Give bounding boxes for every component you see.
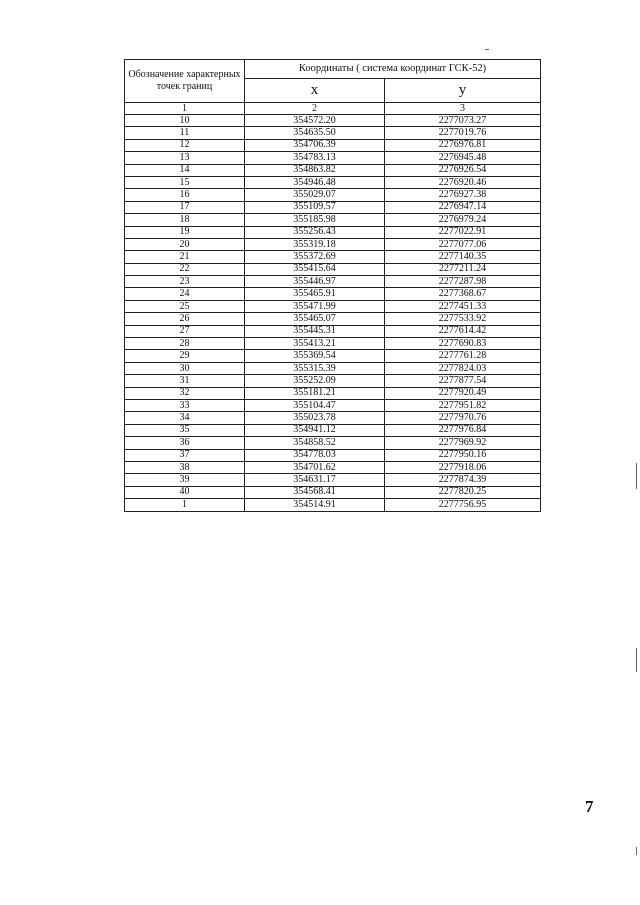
point-cell: 22 — [125, 263, 245, 275]
table-row — [125, 313, 541, 325]
point-cell: 18 — [125, 214, 245, 226]
point-cell: 39 — [125, 474, 245, 486]
table-row — [125, 300, 541, 312]
x-coordinate-cell: 355319.18 — [245, 238, 385, 250]
y-coordinate-cell: 2277211.24 — [385, 263, 541, 275]
y-coordinate-cell: 2276979.24 — [385, 214, 541, 226]
x-coordinate-cell: 355029.07 — [245, 189, 385, 201]
y-coordinate-cell: 2277874.39 — [385, 474, 541, 486]
y-coordinate-cell: 2277976.84 — [385, 424, 541, 436]
point-cell: 12 — [125, 139, 245, 151]
point-cell: 21 — [125, 251, 245, 263]
y-coordinate-cell: 2277918.06 — [385, 461, 541, 473]
y-coordinate-cell: 2277970.76 — [385, 412, 541, 424]
x-coordinate-cell: 354946.48 — [245, 176, 385, 188]
point-cell: 11 — [125, 127, 245, 139]
column-number: 2 — [245, 103, 385, 115]
table-row — [125, 189, 541, 201]
table-row — [125, 499, 541, 511]
table-row — [125, 263, 541, 275]
point-cell: 1 — [125, 499, 245, 511]
x-coordinate-cell: 355446.97 — [245, 276, 385, 288]
x-coordinate-cell: 355109.57 — [245, 201, 385, 213]
table-row — [125, 152, 541, 164]
point-cell: 35 — [125, 424, 245, 436]
column-number: 1 — [125, 103, 245, 115]
point-cell: 23 — [125, 276, 245, 288]
y-coordinate-cell: 2277077.06 — [385, 238, 541, 250]
y-coordinate-cell: 2276927.38 — [385, 189, 541, 201]
point-cell: 37 — [125, 449, 245, 461]
y-axis-header: y — [385, 79, 541, 103]
table-row — [125, 399, 541, 411]
x-coordinate-cell: 354514.91 — [245, 499, 385, 511]
y-coordinate-cell: 2276976.81 — [385, 139, 541, 151]
y-coordinate-cell: 2277877.54 — [385, 375, 541, 387]
x-coordinate-cell: 355023.78 — [245, 412, 385, 424]
x-coordinate-cell: 355465.91 — [245, 288, 385, 300]
x-coordinate-cell: 354631.17 — [245, 474, 385, 486]
x-coordinate-cell: 354858.52 — [245, 437, 385, 449]
x-coordinate-cell: 355256.43 — [245, 226, 385, 238]
table-row — [125, 139, 541, 151]
point-cell: 29 — [125, 350, 245, 362]
column-number: 3 — [385, 103, 541, 115]
x-coordinate-cell: 355181.21 — [245, 387, 385, 399]
table-row — [125, 387, 541, 399]
coordinate-system-header: Координаты ( система координат ГСК-52) — [245, 60, 541, 79]
scan-artifact — [485, 49, 489, 50]
point-cell: 26 — [125, 313, 245, 325]
y-coordinate-cell: 2277761.28 — [385, 350, 541, 362]
point-cell: 17 — [125, 201, 245, 213]
point-cell: 13 — [125, 152, 245, 164]
x-coordinate-cell: 355252.09 — [245, 375, 385, 387]
table-row — [125, 276, 541, 288]
scan-artifact — [636, 648, 637, 672]
y-coordinate-cell: 2277368.67 — [385, 288, 541, 300]
x-coordinate-cell: 354941.12 — [245, 424, 385, 436]
point-cell: 14 — [125, 164, 245, 176]
table-row — [125, 474, 541, 486]
x-coordinate-cell: 355413.21 — [245, 338, 385, 350]
y-coordinate-cell: 2277820.25 — [385, 486, 541, 498]
table-row — [125, 251, 541, 263]
y-coordinate-cell: 2277287.98 — [385, 276, 541, 288]
point-cell: 27 — [125, 325, 245, 337]
table-row — [125, 437, 541, 449]
table-row — [125, 412, 541, 424]
point-cell: 16 — [125, 189, 245, 201]
y-coordinate-cell: 2277920.49 — [385, 387, 541, 399]
point-cell: 28 — [125, 338, 245, 350]
point-cell: 40 — [125, 486, 245, 498]
table-row — [125, 226, 541, 238]
point-cell: 31 — [125, 375, 245, 387]
x-coordinate-cell: 354635.50 — [245, 127, 385, 139]
y-coordinate-cell: 2277690.83 — [385, 338, 541, 350]
table-row — [125, 238, 541, 250]
table-row — [125, 362, 541, 374]
point-cell: 19 — [125, 226, 245, 238]
y-coordinate-cell: 2277950.16 — [385, 449, 541, 461]
point-cell: 20 — [125, 238, 245, 250]
table-row — [125, 201, 541, 213]
point-cell: 30 — [125, 362, 245, 374]
y-coordinate-cell: 2277969.92 — [385, 437, 541, 449]
point-cell: 38 — [125, 461, 245, 473]
page-number: 7 — [585, 797, 594, 816]
y-coordinate-cell: 2277073.27 — [385, 115, 541, 127]
x-coordinate-cell: 355185.98 — [245, 214, 385, 226]
x-coordinate-cell: 355369.54 — [245, 350, 385, 362]
point-cell: 24 — [125, 288, 245, 300]
table-row — [125, 461, 541, 473]
x-coordinate-cell: 355465.07 — [245, 313, 385, 325]
x-coordinate-cell: 355315.39 — [245, 362, 385, 374]
table-row — [125, 288, 541, 300]
table-row — [125, 424, 541, 436]
x-coordinate-cell: 354572.20 — [245, 115, 385, 127]
y-coordinate-cell: 2276945.48 — [385, 152, 541, 164]
y-coordinate-cell: 2277756.95 — [385, 499, 541, 511]
column-number-row — [125, 103, 541, 115]
x-coordinate-cell: 355415.64 — [245, 263, 385, 275]
x-coordinate-cell: 355372.69 — [245, 251, 385, 263]
table-row — [125, 115, 541, 127]
table-row — [125, 338, 541, 350]
x-coordinate-cell: 355104.47 — [245, 399, 385, 411]
point-cell: 36 — [125, 437, 245, 449]
x-coordinate-cell: 354783.13 — [245, 152, 385, 164]
scan-artifact — [636, 847, 637, 855]
table-body — [125, 115, 541, 512]
x-coordinate-cell: 354568.41 — [245, 486, 385, 498]
table-row — [125, 325, 541, 337]
y-coordinate-cell: 2277824.03 — [385, 362, 541, 374]
y-coordinate-cell: 2276920.46 — [385, 176, 541, 188]
table-row — [125, 127, 541, 139]
table-row — [125, 164, 541, 176]
designation-header: Обозначение характерных точек границ — [125, 60, 245, 103]
x-coordinate-cell: 354701.62 — [245, 461, 385, 473]
table-row — [125, 350, 541, 362]
x-axis-header: x — [245, 79, 385, 103]
y-coordinate-cell: 2276926.54 — [385, 164, 541, 176]
x-coordinate-cell: 354863.82 — [245, 164, 385, 176]
table-row — [125, 375, 541, 387]
point-cell: 15 — [125, 176, 245, 188]
y-coordinate-cell: 2277533.92 — [385, 313, 541, 325]
point-cell: 10 — [125, 115, 245, 127]
x-coordinate-cell: 355471.99 — [245, 300, 385, 312]
table-row — [125, 214, 541, 226]
point-cell: 32 — [125, 387, 245, 399]
y-coordinate-cell: 2277951.82 — [385, 399, 541, 411]
point-cell: 34 — [125, 412, 245, 424]
x-coordinate-cell: 354778.03 — [245, 449, 385, 461]
x-coordinate-cell: 355445.31 — [245, 325, 385, 337]
point-cell: 25 — [125, 300, 245, 312]
y-coordinate-cell: 2277140.35 — [385, 251, 541, 263]
y-coordinate-cell: 2277614.42 — [385, 325, 541, 337]
point-cell: 33 — [125, 399, 245, 411]
y-coordinate-cell: 2277022.91 — [385, 226, 541, 238]
scan-artifact — [636, 463, 637, 489]
table-row — [125, 449, 541, 461]
y-coordinate-cell: 2276947.14 — [385, 201, 541, 213]
coordinates-table — [124, 59, 541, 512]
table-row — [125, 176, 541, 188]
x-coordinate-cell: 354706.39 — [245, 139, 385, 151]
y-coordinate-cell: 2277019.76 — [385, 127, 541, 139]
table-row — [125, 486, 541, 498]
y-coordinate-cell: 2277451.33 — [385, 300, 541, 312]
